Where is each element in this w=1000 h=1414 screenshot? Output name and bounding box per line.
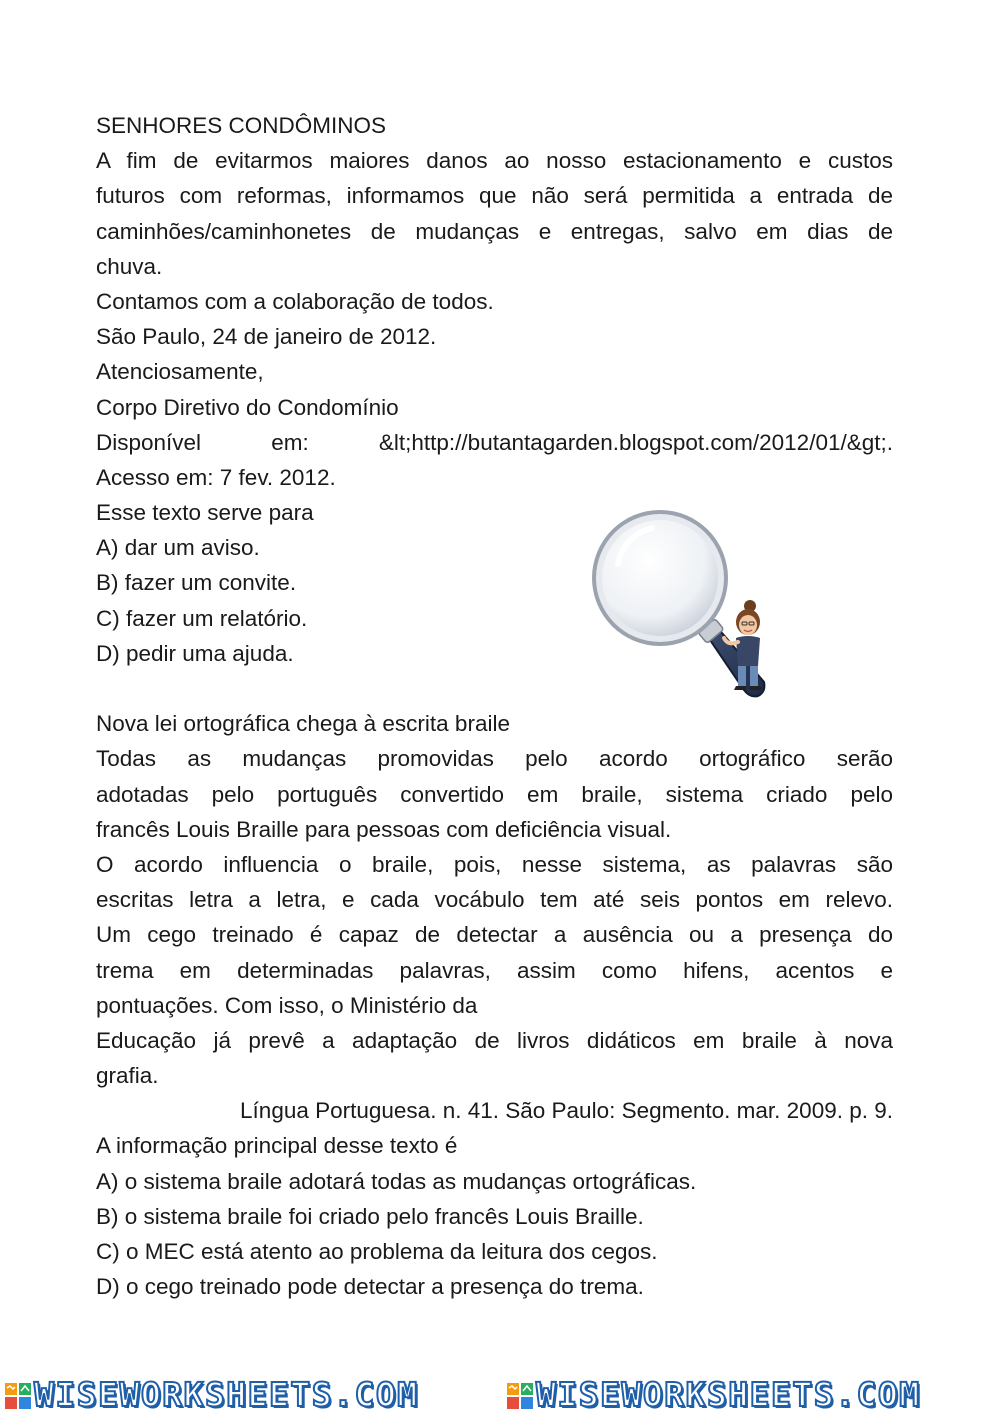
notice-body-line: chuva. [96,253,163,279]
brand-grid-icon [4,1382,32,1410]
article-line: Um cego treinado é capaz de detectar a ausência ou a presença do [96,922,893,948]
question-2-option-a: A) o sistema braile adotará todas as mudanças ortográficas. [96,1168,697,1194]
question-2-option-d: D) o cego treinado pode detectar a presença do trema. [96,1274,644,1300]
question-2-option-c: C) o MEC está atento ao problema da leitura dos cegos. [96,1239,658,1264]
notice-source: Disponível em: &lt;http://butantagarden.blogspot.com/2012/01/&gt;. [96,429,893,455]
question-2-option-b: B) o sistema braile foi criado pelo francês Louis Braille. [96,1203,644,1229]
magnifying-glass-illustration [588,506,778,698]
notice-body-line: caminhões/caminhonetes de mudanças e entregas, salvo em dias de [96,218,893,244]
notice-thanks: Contamos com a colaboração de todos. [96,288,494,314]
brand-grid-icon [506,1382,534,1410]
article-line: grafia. [96,1063,159,1089]
article-line: pontuações. Com isso, o Ministério da [96,992,478,1018]
article-line: Educação já prevê a adaptação de livros didáticos em braile à nova [96,1027,893,1053]
brand-text: WISEWORKSHEETS.COM [536,1375,921,1414]
article-title: Nova lei ortográfica chega à escrita braile [96,711,510,737]
notice-closing: Atenciosamente, [96,359,264,385]
question-1-prompt: Esse texto serve para [96,500,314,526]
question-1-option-b: B) fazer um convite. [96,570,297,596]
notice-signature: Corpo Diretivo do Condomínio [96,394,399,420]
article-line: francês Louis Braille para pessoas com deficiência visual. [96,816,672,842]
magnifier-lens [602,520,718,636]
question-1-option-a: A) dar um aviso. [96,535,260,561]
notice-access-date: Acesso em: 7 fev. 2012. [96,464,336,490]
article-line: Todas as mudanças promovidas pelo acordo ortográfico serão [96,746,893,772]
article-line: adotadas pelo português convertido em braile, sistema criado pelo [96,781,893,807]
notice-body-line: A fim de evitarmos maiores danos ao nosso estacionamento e custos [96,148,893,174]
question-2-prompt: A informação principal desse texto é [96,1133,458,1159]
notice-title: SENHORES CONDÔMINOS [96,113,387,138]
notice-body-line: futuros com reformas, informamos que não será permitida a entrada de [96,183,893,209]
footer [0,1374,1000,1414]
worksheet-content [96,108,893,1304]
article-line: escritas letra a letra, e cada vocábulo tem até seis pontos em relevo. [96,887,893,913]
avatar [724,600,762,690]
article-line: O acordo influencia o braile, pois, nesse sistema, as palavras são [96,851,893,877]
notice-place-date: São Paulo, 24 de janeiro de 2012. [96,324,437,350]
question-1-option-c: C) fazer um relatório. [96,605,308,631]
article-line: trema em determinadas palavras, assim como hifens, acentos e [96,957,893,983]
article-source: Língua Portuguesa. n. 41. São Paulo: Segmento. mar. 2009. p. 9. [240,1098,893,1124]
question-1-option-d: D) pedir uma ajuda. [96,640,294,666]
brand-logo [502,1375,1000,1414]
brand-text: WISEWORKSHEETS.COM [34,1375,419,1414]
brand-logo [0,1375,500,1414]
